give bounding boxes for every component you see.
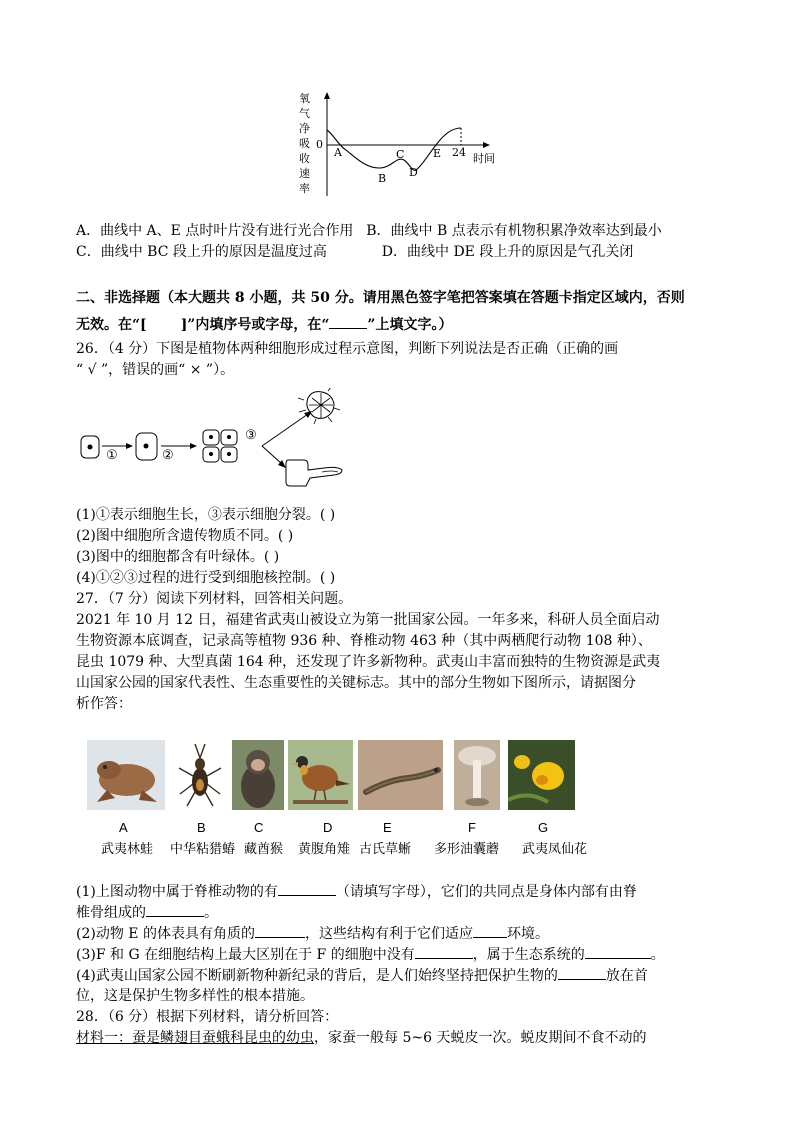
q27-sub-1-line1 <box>76 881 637 903</box>
q27-s3-text-a: (3)F 和 G 在细胞结构上最大区别在于 F 的细胞中没有 <box>76 947 415 963</box>
x-axis-label: 时间 <box>473 152 495 165</box>
q26-statement-3: (3)图中的细胞都含有叶绿体。( ) <box>76 549 280 565</box>
caption-letter-d: D <box>323 820 333 835</box>
caption-name-a: 武夷林蛙 <box>101 842 154 857</box>
arrow-1-head <box>126 443 133 449</box>
q27-s1-text-b: （请填写字母），它们的共同点是身体内部有由脊 <box>335 884 637 900</box>
q27-s3-text-b: ，属于生态系统的 <box>472 947 585 963</box>
nucleus-icon <box>209 452 213 456</box>
answer-blank[interactable] <box>278 881 336 896</box>
q26-statement-2: (2)图中细胞所含遗传物质不同。( ) <box>76 528 294 544</box>
material-underlined-text: 蚕是鳞翅目蚕蛾科昆虫的幼虫 <box>132 1030 314 1046</box>
option-b: B．曲线中 B 点表示有机物积累净效率达到最小 <box>366 223 662 239</box>
oxygen-rate-chart <box>296 90 516 200</box>
step-3-label: ③ <box>245 428 257 443</box>
option-row-ab <box>76 221 662 242</box>
nucleus-icon <box>227 452 231 456</box>
q27-sub-3 <box>76 944 665 966</box>
q27-s4-text-b: 放在首 <box>605 968 648 984</box>
q26-stem-2: “ √ ”，错误的画“ × ”）。 <box>76 362 235 378</box>
step-2-label: ② <box>162 448 174 463</box>
caption-name-d: 黄腹角雉 <box>298 842 351 857</box>
photo-lizard <box>358 740 443 810</box>
specialized-cell-root-hair <box>286 460 342 486</box>
heading-part-a: 无效。在“[ <box>76 317 147 333</box>
arrow-3-up <box>262 414 308 446</box>
y-axis-label: 氧 气 净 吸 收 速 率 <box>299 92 310 195</box>
specialized-cell-spiky <box>298 388 340 424</box>
q27-sub-4-line2: 位，这是保护生物多样性的根本措施。 <box>76 988 314 1004</box>
q27-s3-text-c: 。 <box>650 947 665 963</box>
q27-s2-text-b: ，这些结构有利于它们适应 <box>304 926 473 942</box>
tick-24-label: 24 <box>452 146 466 159</box>
q27-para-4: 山国家公园的国家代表性、生态重要性的关键标志。其中的部分生物如下图所示，请据图分 <box>76 675 636 691</box>
photo-pheasant <box>288 740 353 810</box>
heading-part-b: ]”内填序号或字母，在“ <box>180 317 330 333</box>
answer-blank[interactable] <box>415 944 473 959</box>
point-a-label: A <box>334 146 342 159</box>
material-text: ，家蚕一般每 5~6 天蜕皮一次。蜕皮期间不食不动的 <box>314 1030 647 1046</box>
q27-sub-4-line1 <box>76 965 648 987</box>
caption-letter-c: C <box>254 820 264 835</box>
caption-name-b: 中华粘猎蝽 <box>170 842 236 857</box>
q27-s1-text-c: 椎骨组成的 <box>76 905 146 921</box>
caption-name-e: 古氏草蜥 <box>359 842 412 857</box>
caption-name-f: 多形油囊蘑 <box>434 842 500 857</box>
q27-s2-text-c: 环境。 <box>506 926 549 942</box>
option-d: D．曲线中 DE 段上升的原因是气孔关闭 <box>381 244 634 260</box>
point-e-label: E <box>433 147 442 160</box>
photo-assassin-bug <box>175 740 225 810</box>
point-d-label: D <box>409 166 418 179</box>
caption-letter-a: A <box>119 820 128 835</box>
caption-letter-f: F <box>468 820 476 835</box>
chart-svg <box>296 90 516 200</box>
section-heading-line2 <box>76 314 452 336</box>
q26-statement-4: (4)①②③过程的进行受到细胞核控制。( ) <box>76 570 336 586</box>
q27-para-2: 生物资源本底调查，记录高等植物 936 种、脊椎动物 463 种（其中两栖爬行动物 108 种）、 <box>76 633 652 649</box>
q28-material-1 <box>76 1028 646 1049</box>
nucleus-icon <box>209 435 213 439</box>
q27-para-1: 2021 年 10 月 12 日，福建省武夷山被设立为第一批国家公园。一年多来，科研人员全面启动 <box>76 612 660 628</box>
point-b-label: B <box>378 172 387 185</box>
nucleus-icon <box>227 435 231 439</box>
origin-label: 0 <box>316 138 323 151</box>
section-heading-line1: 二、非选择题（本大题共 8 小题，共 50 分。请用黑色签字笔把答案填在答题卡指定区域内，否则 <box>76 290 685 306</box>
caption-letter-b: B <box>197 820 206 835</box>
photo-frog <box>87 740 165 810</box>
arrow-2-head <box>190 443 197 449</box>
q27-s1-text-d: 。 <box>204 905 218 921</box>
q28-stem: 28．（6 分）根据下列材料，请分析回答： <box>76 1009 339 1025</box>
q27-para-5: 析作答： <box>76 696 132 712</box>
photo-mushroom <box>454 740 500 810</box>
answer-blank[interactable] <box>255 923 305 938</box>
x-axis-arrow <box>483 142 490 148</box>
q27-para-3: 昆虫 1079 种、大型真菌 164 种，还发现了许多新物种。武夷山丰富而独特的生物资源是武夷 <box>76 654 661 670</box>
q27-s4-text-a: (4)武夷山国家公园不断刷新物种新纪录的背后，是人们始终坚持把保护生物的 <box>76 968 558 984</box>
q27-s2-text-a: (2)动物 E 的体表具有角质的 <box>76 926 255 942</box>
caption-name-g: 武夷凤仙花 <box>522 842 588 857</box>
option-c: C．曲线中 BC 段上升的原因是温度过高 <box>76 244 327 260</box>
photo-macaque <box>232 740 284 810</box>
material-label: 材料一： <box>76 1030 132 1046</box>
heading-part-c: ”上填文字。） <box>367 317 453 333</box>
step-1-label: ① <box>106 448 118 463</box>
caption-name-c: 藏酋猴 <box>244 842 284 857</box>
q26-stem-1: 26．（4 分）下图是植物体两种细胞形成过程示意图，判断下列说法是否正确（正确的画 <box>76 341 619 357</box>
arrow-3-down <box>262 446 282 464</box>
option-a: A．曲线中 A、E 点时叶片没有进行光合作用 <box>76 223 354 239</box>
q27-s1-text-a: (1)上图动物中属于脊椎动物的有 <box>76 884 278 900</box>
arrow-3-up-head <box>304 411 312 418</box>
point-c-label: C <box>396 148 405 161</box>
cell-formation-diagram <box>76 388 356 498</box>
answer-blank[interactable] <box>558 965 606 980</box>
q27-stem: 27．（7 分）阅读下列材料，回答相关问题。 <box>76 591 353 607</box>
nucleus-icon <box>144 444 149 449</box>
heading-blank <box>329 314 367 329</box>
q27-sub-1-line2 <box>76 902 218 924</box>
answer-blank[interactable] <box>473 923 507 938</box>
answer-blank[interactable] <box>585 944 651 959</box>
caption-letter-e: E <box>383 820 392 835</box>
caption-letter-g: G <box>538 820 549 835</box>
q26-statement-1: (1)①表示细胞生长，③表示细胞分裂。( ) <box>76 507 336 523</box>
q27-sub-2 <box>76 923 549 945</box>
nucleus-icon <box>88 445 93 450</box>
answer-blank[interactable] <box>146 902 204 917</box>
option-row-cd <box>76 242 633 263</box>
y-axis-arrow <box>324 92 330 99</box>
photo-flower <box>508 740 575 810</box>
